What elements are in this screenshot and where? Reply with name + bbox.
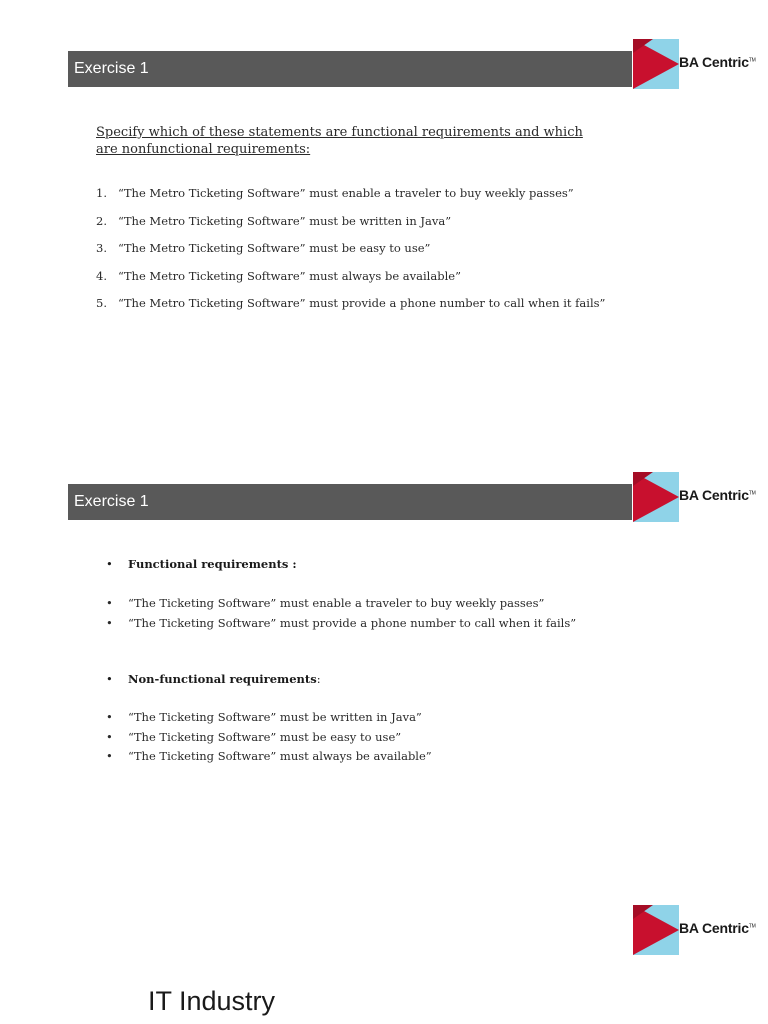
nonfunctional-list bbox=[106, 710, 432, 769]
slide-title: IT Industry bbox=[148, 986, 276, 1016]
list-item: 3. “The Metro Ticketing Software” must be easy to use” bbox=[96, 241, 431, 255]
ba-centric-logo-icon bbox=[633, 39, 679, 89]
functional-heading: • Functional requirements : bbox=[106, 557, 297, 571]
ba-centric-logo-icon bbox=[633, 472, 679, 522]
ba-centric-logo-icon bbox=[633, 905, 679, 955]
list-item: 2. “The Metro Ticketing Software” must be written in Java” bbox=[96, 213, 452, 228]
exercise-title: Exercise 1 bbox=[74, 60, 149, 77]
ba-centric-logo bbox=[633, 39, 768, 89]
logo-wordmark: BA Centric™ bbox=[679, 920, 756, 936]
list-item: • “The Ticketing Software” must always be available” bbox=[106, 749, 432, 763]
ba-centric-logo bbox=[633, 905, 768, 955]
list-item: • “The Ticketing Software” must be written in Java” bbox=[106, 710, 422, 724]
list-item: 5. “The Metro Ticketing Software” must provide a phone number to call when it fails” bbox=[96, 296, 606, 310]
exercise-title: Exercise 1 bbox=[74, 493, 149, 510]
list-item: • “The Ticketing Software” must enable a traveler to buy weekly passes” bbox=[106, 596, 545, 610]
exercise-title-bar bbox=[68, 484, 632, 520]
list-item: • “The Ticketing Software” must be easy to use” bbox=[106, 729, 402, 744]
nonfunctional-heading: • Non-functional requirements: bbox=[106, 672, 321, 686]
exercise-instruction: Specify which of these statements are functional requirements and which are nonfunctional requirements: bbox=[96, 125, 583, 157]
ba-centric-logo bbox=[633, 472, 768, 522]
logo-wordmark: BA Centric™ bbox=[679, 54, 756, 70]
list-item: 4. “The Metro Ticketing Software” must always be available” bbox=[96, 268, 461, 283]
exercise-title-bar bbox=[68, 51, 632, 87]
statement-list bbox=[96, 186, 605, 324]
list-item: • “The Ticketing Software” must provide a phone number to call when it fails” bbox=[106, 615, 577, 630]
functional-list bbox=[106, 596, 576, 635]
logo-wordmark: BA Centric™ bbox=[679, 487, 756, 503]
list-item: 1. “The Metro Ticketing Software” must enable a traveler to buy weekly passes” bbox=[96, 186, 574, 200]
